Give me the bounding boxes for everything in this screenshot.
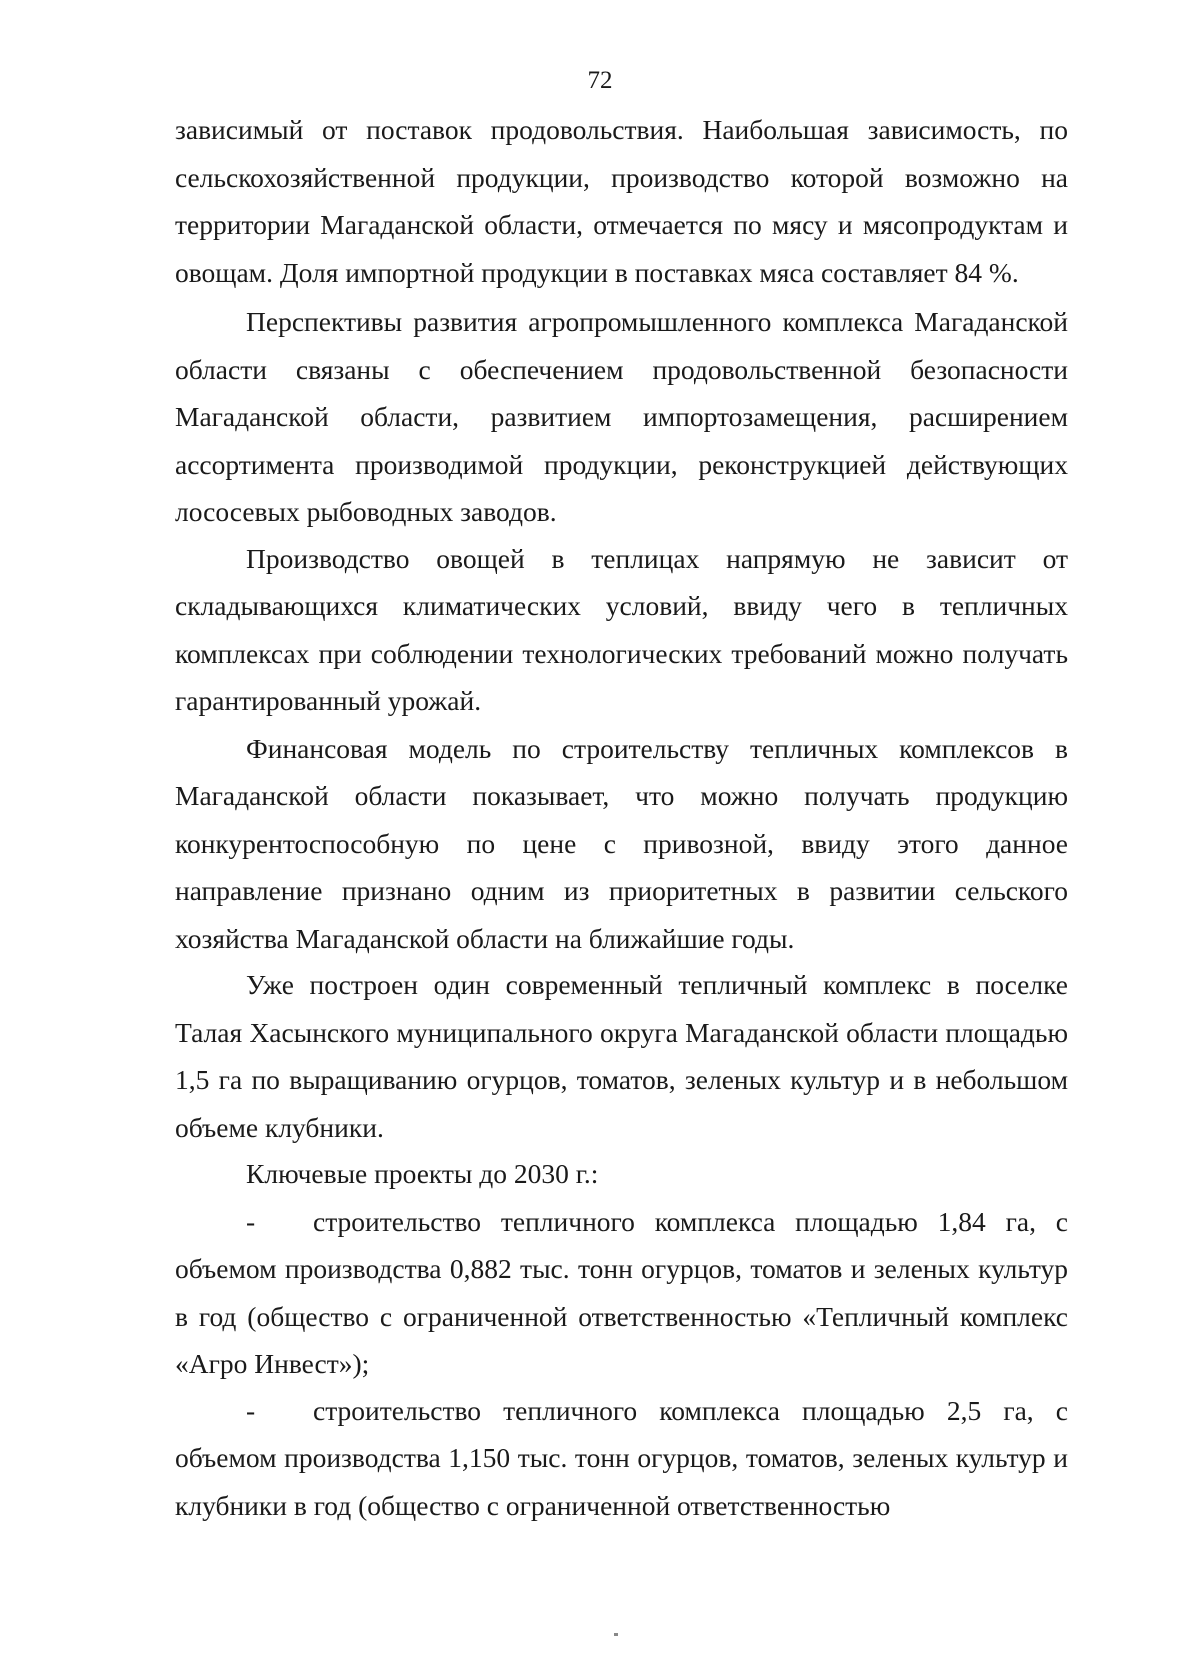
paragraph-continuation: зависимый от поставок продовольствия. Наибольшая зависимость, по сельскохозяйственной продукции, производство которой возможно на территории Магаданской области, отмечается по мясу и мясопродуктам и овощам. Доля импортной продукции в поставках мяса составляет 84 %. [175,114,1068,288]
list-dash: - [246,1394,256,1426]
list-item [175,1198,1068,1388]
paragraph-existing-complex: Уже построен один современный тепличный комплекс в поселке Талая Хасынского муниципального округа Магаданской области площадью 1,5 га по выращиванию огурцов, томатов, зеленых культур и в небольшом объеме клубники. [175,969,1068,1143]
page-number: 72 [587,67,613,94]
paragraph-greenhouse-production: Производство овощей в теплицах напрямую не зависит от складывающихся климатических условий, ввиду чего в тепличных комплексах при соблюдении технологических требований можно получать гарантированный урожай. [175,542,1068,716]
list-item-text: строительство тепличного комплекса площадью 2,5 га, с объемом производства 1,150 тыс. тонн огурцов, томатов, зеленых культур и клубники в год (общество с ограниченной ответственностью [175,1394,1068,1521]
list-item [175,1387,1068,1530]
paragraph-agro-prospects: Перспективы развития агропромышленного комплекса Магаданской области связаны с обеспечением продовольственной безопасности Магаданской области, развитием импортозамещения, расширением ассортимента производимой продукции, реконструкцией действующих лососевых рыбоводных заводов. [175,306,1068,527]
paragraph-key-projects-heading: Ключевые проекты до 2030 г.: [246,1158,599,1189]
scan-speck [614,1633,618,1636]
list-dash: - [246,1205,256,1237]
paragraph-financial-model: Финансовая модель по строительству тепличных комплексов в Магаданской области показывает, что можно получать продукцию конкурентоспособную по цене с привозной, ввиду этого данное направление признано одним из приоритетных в развитии сельского хозяйства Магаданской области на ближайшие годы. [175,732,1068,954]
list-item-text: строительство тепличного комплекса площадью 1,84 га, с объемом производства 0,882 тыс. тонн огурцов, томатов и зеленых культур в год (общество с ограниченной ответственностью «Тепличный комплекс «Агро Инвест»); [175,1205,1068,1379]
document-body [175,106,1068,1529]
